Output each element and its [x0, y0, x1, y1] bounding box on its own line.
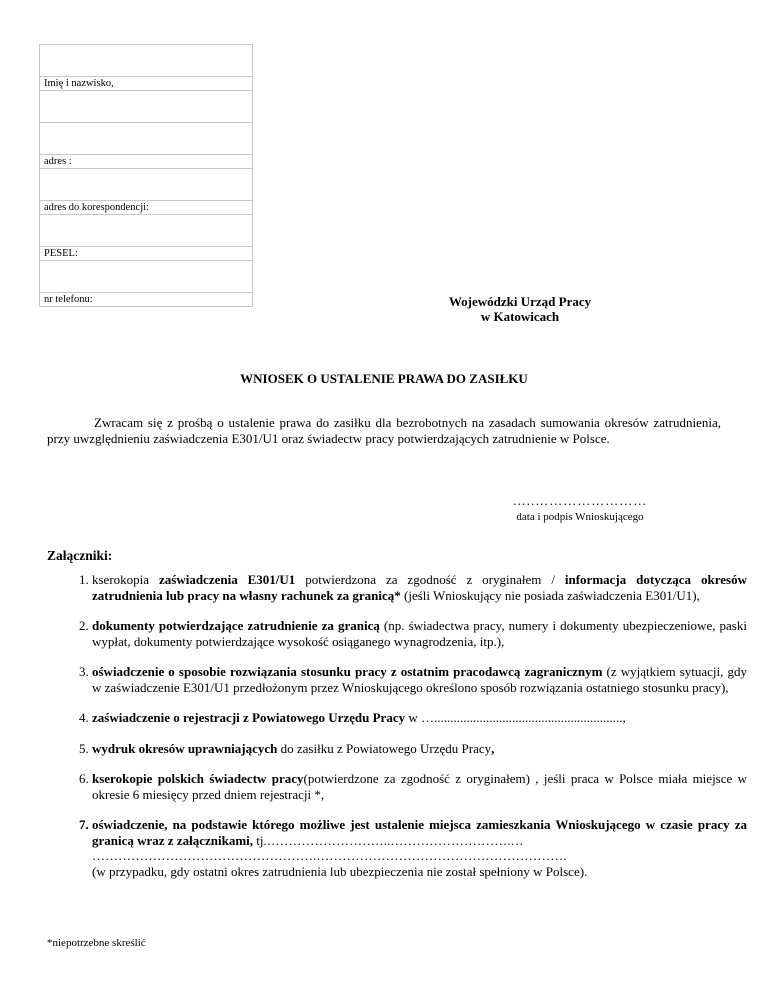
attachment-2-text-1: (np. świadectwa pracy, numery i dokumenty ubezpieczeniowe, paski wypłat, dokumenty potwierdzające wysokość osiąganego wynagrodzenia, itp.),: [92, 618, 747, 649]
attachments-heading: Załączniki:: [47, 548, 113, 563]
attachment-1-bold-2: informacja dotycząca okresów zatrudnienia lub pracy na własny rachunek za granicą*: [92, 572, 747, 603]
phone-field[interactable]: [40, 261, 253, 293]
addressee-line1: Wojewódzki Urząd Pracy: [448, 294, 592, 309]
attachment-3-text-1: (z wyjątkiem sytuacji, gdy w zaświadczenie E301/U1 przedłożonym przez Wnioskującego określono sposób rozwiązania ostatniego stosunku pracy),: [92, 664, 747, 695]
attachment-item-2: [92, 618, 747, 649]
attachment-item-5: [92, 741, 747, 757]
attachment-7-dots-line[interactable]: …………………………………………….………………………………………………….: [92, 848, 567, 863]
attachment-7-text-1: tj.………………………..……………………….…: [253, 832, 524, 848]
correspondence-field[interactable]: [40, 169, 253, 201]
attachment-5-text-1: do zasiłku z Powiatowego Urzędu Pracy: [277, 740, 492, 756]
attachment-item-4: [92, 710, 747, 726]
attachment-1-text-1: kserokopia: [92, 572, 159, 587]
address-label: adres :: [40, 155, 253, 169]
attachment-6-text-1: (potwierdzone za zgodność z oryginałem) , jeśli praca w Polsce miała miejsce w okresie 6 miesięcy przed dniem rejestracji *,: [92, 771, 748, 802]
signature-line[interactable]: …..……………………: [512, 493, 648, 508]
attachment-2-bold-1: dokumenty potwierdzające zatrudnienie za granicą: [92, 618, 380, 633]
attachment-item-7: [92, 817, 747, 879]
attachment-3-bold-1: oświadczenie o sposobie rozwiązania stosunku pracy z ostatnim pracodawcą zagranicznym: [92, 664, 603, 679]
pesel-field[interactable]: [40, 215, 253, 247]
signature-block: [470, 493, 690, 523]
correspondence-label: adres do korespondencji:: [40, 201, 253, 215]
attachment-1-text-2: potwierdzona za zgodność z oryginałem /: [295, 572, 565, 587]
footnote: *niepotrzebne skreślić: [47, 937, 146, 949]
signature-caption: data i podpis Wnioskującego: [516, 511, 644, 523]
applicant-data-box: [39, 44, 253, 307]
pesel-label: PESEL:: [40, 247, 253, 261]
attachment-item-1: [92, 572, 747, 603]
name-field[interactable]: [40, 45, 253, 77]
attachment-1-bold-1: zaświadczenia E301/U1: [158, 572, 296, 587]
attachment-7-text-3: (w przypadku, gdy ostatni okres zatrudnienia lub ubezpieczenia nie został spełniony w Polsce).: [92, 863, 588, 879]
name-label: Imię i nazwisko,: [40, 77, 253, 91]
attachment-item-6: [92, 771, 747, 802]
address-field-line1[interactable]: [40, 91, 253, 123]
attachment-5-bold-2: ,: [491, 740, 495, 756]
request-paragraph: Zwracam się z prośbą o ustalenie prawa do zasiłku dla bezrobotnych na zasadach sumowania okresów zatrudnienia, przy uwzględnieniu zaświadczenia E301/U1 oraz świadectw pracy potwierdzających zatrudnienie w Polsce.: [47, 415, 721, 446]
attachment-1-text-3: (jeśli Wnioskujący nie posiada zaświadczenia E301/U1),: [400, 587, 700, 603]
document-title: WNIOSEK O USTALENIE PRAWA DO ZASIŁKU: [240, 371, 528, 386]
address-field-line2[interactable]: [40, 123, 253, 155]
addressee-line2: w Katowicach: [480, 309, 560, 324]
attachment-item-3: [92, 664, 747, 695]
phone-label: nr telefonu:: [40, 293, 253, 307]
attachment-5-bold-1: wydruk okresów uprawniających: [92, 740, 278, 756]
attachments-list: [66, 572, 747, 894]
attachment-7-bold-1: oświadczenie, na podstawie którego możliwe jest ustalenie miejsca zamieszkania Wnioskującego w czasie pracy za granicą wraz z załącznikami,: [92, 817, 747, 848]
attachment-6-bold-1: kserokopie polskich świadectw pracy: [92, 771, 304, 786]
attachment-4-text-1: w …..........................................................,: [405, 710, 626, 725]
addressee: [400, 294, 640, 324]
attachment-4-bold-1: zaświadczenie o rejestracji z Powiatowego Urzędu Pracy: [92, 710, 406, 725]
